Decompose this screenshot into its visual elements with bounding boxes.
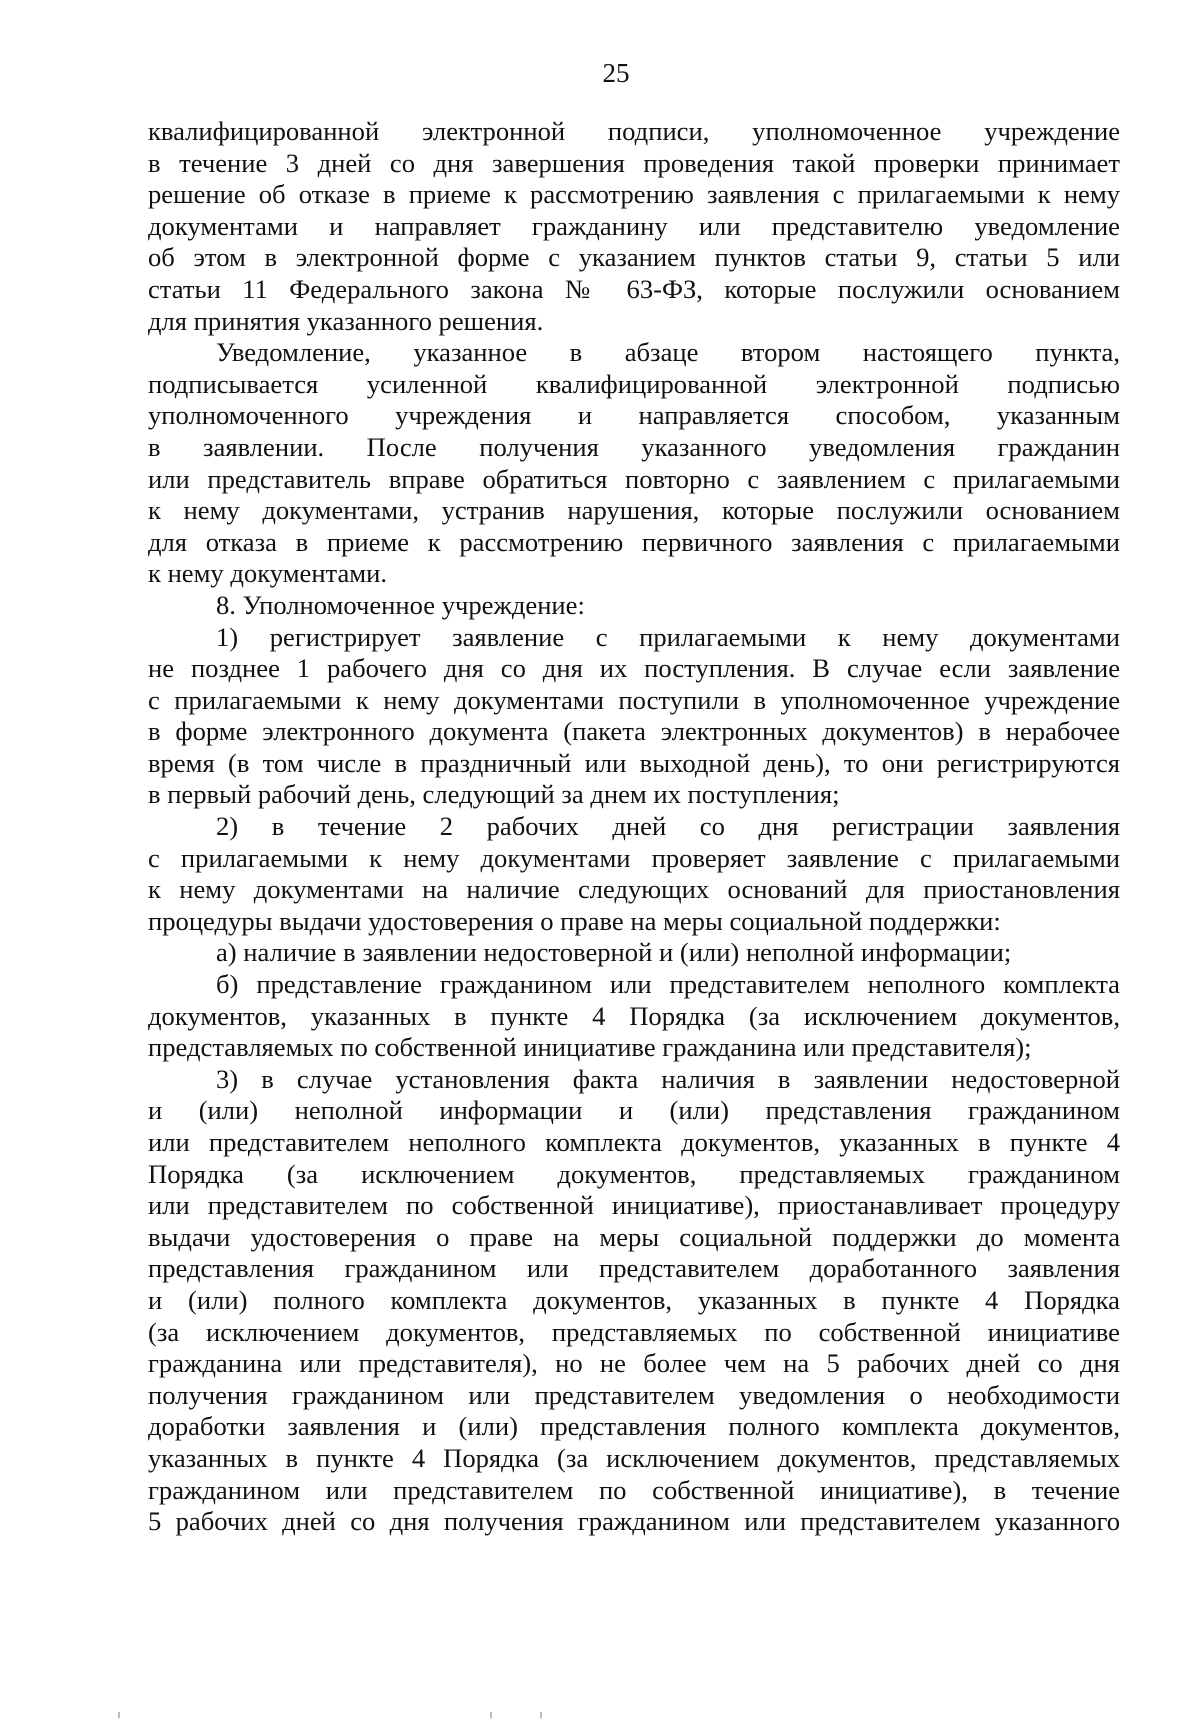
paragraph [148, 1064, 1120, 1538]
text-line: подписывается усиленной квалифицированной электронной подписью [148, 368, 1120, 399]
text-line: квалифицированной электронной подписи, уполномоченное учреждение [148, 116, 1120, 146]
text-line: к нему документами, устранив нарушения, которые послужили основанием [148, 495, 1120, 526]
scan-artifact [540, 1712, 542, 1718]
paragraph [148, 622, 1120, 812]
text-line: документами и направляет гражданину или представителю уведомление [148, 210, 1120, 241]
text-line: Уведомление, указанное в абзаце втором настоящего пункта, [216, 337, 1120, 368]
text-line: в форме электронного документа (пакета электронных документов) в нерабочее [148, 716, 1120, 747]
text-line: с прилагаемыми к нему документами поступили в уполномоченное учреждение [148, 684, 1120, 715]
text-line: Порядка (за исключением документов, представляемых гражданином [148, 1158, 1120, 1189]
text-line: 5 рабочих дней со дня получения гражданином или представителем указанного [148, 1506, 1120, 1537]
text-line: в заявлении. После получения указанного уведомления гражданин [148, 431, 1120, 462]
scan-artifact [118, 1712, 120, 1718]
paragraph [148, 969, 1120, 1064]
paragraph [148, 116, 1120, 337]
text-line: представляемых по собственной инициативе гражданина или представителя); [148, 1032, 1032, 1063]
text-line: для принятия указанного решения. [148, 305, 544, 336]
text-line: указанных в пункте 4 Порядка (за исключением документов, представляемых [148, 1442, 1120, 1473]
text-line: доработки заявления и (или) представления полного комплекта документов, [148, 1411, 1120, 1442]
text-line: представления гражданином или представителем доработанного заявления [148, 1253, 1120, 1284]
text-line: документов, указанных в пункте 4 Порядка (за исключением документов, [148, 1000, 1120, 1031]
text-line: (за исключением документов, представляемых по собственной инициативе [148, 1316, 1120, 1347]
text-line: к нему документами. [148, 558, 388, 589]
text-line: и (или) полного комплекта документов, указанных в пункте 4 Порядка [148, 1284, 1120, 1315]
text-line: процедуры выдачи удостоверения о праве на меры социальной поддержки: [148, 905, 1001, 936]
text-line: решение об отказе в приеме к рассмотрению заявления с прилагаемыми к нему [148, 179, 1120, 210]
text-line: 1) регистрирует заявление с прилагаемыми к нему документами [216, 621, 1120, 652]
text-line: не позднее 1 рабочего дня со дня их поступления. В случае если заявление [148, 653, 1120, 684]
text-line: а) наличие в заявлении недостоверной и (или) неполной информации; [216, 937, 1012, 968]
text-line: для отказа в приеме к рассмотрению первичного заявления с прилагаемыми [148, 526, 1120, 557]
document-body [148, 116, 1120, 1538]
text-line: б) представление гражданином или представителем неполного комплекта [216, 969, 1120, 1000]
text-line: или представителем по собственной инициативе), приостанавливает процедуру [148, 1190, 1120, 1221]
text-line: к нему документами на наличие следующих оснований для приостановления [148, 874, 1120, 905]
text-line: 3) в случае установления факта наличия в заявлении недостоверной [216, 1063, 1120, 1094]
text-line: гражданина или представителя), но не более чем на 5 рабочих дней со дня [148, 1348, 1120, 1379]
text-line: и (или) неполной информации и (или) представления гражданином [148, 1095, 1120, 1126]
text-line: статьи 11 Федерального закона № 63-ФЗ, которые послужили основанием [148, 273, 1120, 304]
text-line: 8. Уполномоченное учреждение: [216, 589, 585, 620]
text-line: с прилагаемыми к нему документами проверяет заявление с прилагаемыми [148, 842, 1120, 873]
paragraph [148, 337, 1120, 590]
text-line: 2) в течение 2 рабочих дней со дня регистрации заявления [216, 811, 1120, 842]
paragraph [148, 811, 1120, 937]
text-line: выдачи удостоверения о праве на меры социальной поддержки до момента [148, 1221, 1120, 1252]
paragraph [148, 590, 1120, 622]
text-line: об этом в электронной форме с указанием пунктов статьи 9, статьи 5 или [148, 242, 1120, 273]
text-line: или представителем неполного комплекта документов, указанных в пункте 4 [148, 1127, 1120, 1157]
text-line: или представитель вправе обратиться повторно с заявлением с прилагаемыми [148, 463, 1120, 494]
text-line: в первый рабочий день, следующий за днем их поступления; [148, 779, 840, 810]
page-number: 25 [602, 58, 630, 88]
text-line: в течение 3 дней со дня завершения проведения такой проверки принимает [148, 147, 1120, 178]
text-line: получения гражданином или представителем уведомления о необходимости [148, 1379, 1120, 1410]
paragraph [148, 937, 1120, 969]
text-line: уполномоченного учреждения и направляется способом, указанным [148, 400, 1120, 431]
scan-artifact [490, 1712, 492, 1718]
text-line: гражданином или представителем по собственной инициативе), в течение [148, 1474, 1120, 1505]
text-line: время (в том числе в праздничный или выходной день), то они регистрируются [148, 747, 1120, 778]
